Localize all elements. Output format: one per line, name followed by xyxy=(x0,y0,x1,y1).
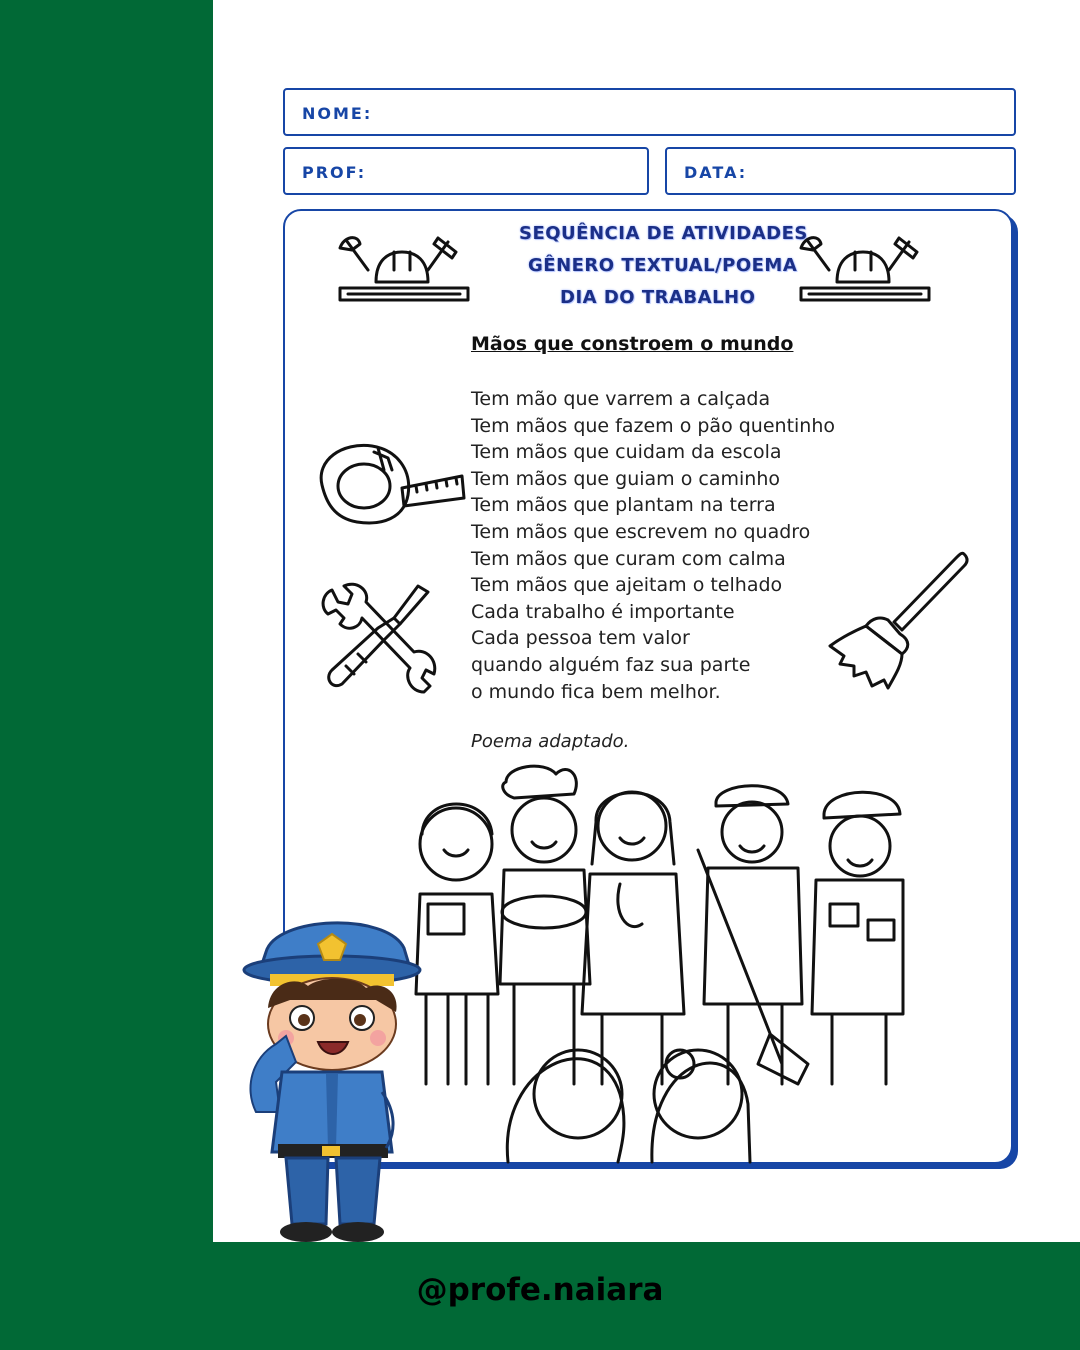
tools-helmet-icon xyxy=(799,230,931,305)
prof-label: PROF: xyxy=(302,163,367,182)
poem-body xyxy=(471,386,835,705)
prof-field[interactable] xyxy=(283,147,649,195)
poem-credit: Poema adaptado. xyxy=(471,731,630,752)
date-label: DATA: xyxy=(684,163,748,182)
header-line-1: SEQUÊNCIA DE ATIVIDADES xyxy=(519,223,808,244)
poem-line: Tem mãos que plantam na terra xyxy=(471,494,776,517)
tools-helmet-icon xyxy=(338,230,470,305)
date-field[interactable] xyxy=(665,147,1016,195)
poem-line: Tem mãos que fazem o pão quentinho xyxy=(471,414,836,437)
poem-line: Cada pessoa tem valor xyxy=(471,627,690,650)
header-line-3: DIA DO TRABALHO xyxy=(560,287,756,308)
poem-line: quando alguém faz sua parte xyxy=(471,653,751,676)
poem-line: Tem mão que varrem a calçada xyxy=(471,388,771,410)
wrench-screwdriver-icon xyxy=(318,582,438,697)
header-line-2: GÊNERO TEXTUAL/POEMA xyxy=(528,255,798,276)
tape-measure-icon xyxy=(312,440,467,528)
poem-line: Tem mãos que curam com calma xyxy=(471,547,786,570)
left-green-band xyxy=(0,0,213,1242)
author-handle: @profe.naiara xyxy=(416,1272,664,1308)
broom-icon xyxy=(826,548,974,696)
police-officer-illustration xyxy=(236,912,422,1246)
poem-line: Tem mãos que ajeitam o telhado xyxy=(471,574,783,597)
name-field[interactable] xyxy=(283,88,1016,136)
poem-title: Mãos que constroem o mundo xyxy=(471,333,794,355)
poem-line: o mundo fica bem melhor. xyxy=(471,680,721,703)
name-label: NOME: xyxy=(302,104,373,123)
poem-line: Tem mãos que cuidam da escola xyxy=(471,441,782,464)
poem-line: Cada trabalho é importante xyxy=(471,600,735,623)
poem-line: Tem mãos que escrevem no quadro xyxy=(471,520,811,543)
workers-illustration xyxy=(398,764,903,1162)
poem-line: Tem mãos que guiam o caminho xyxy=(471,467,780,490)
